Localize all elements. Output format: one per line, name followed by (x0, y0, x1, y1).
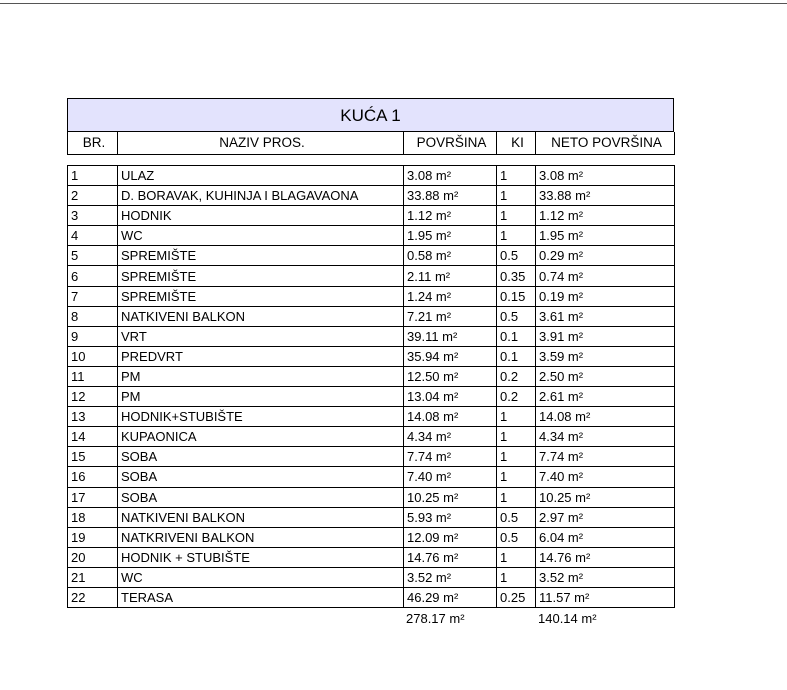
cell-naziv: SOBA (118, 447, 404, 467)
cell-naziv: SOBA (118, 467, 404, 487)
cell-ki: 1 (497, 427, 536, 447)
area-rows-table (67, 165, 675, 608)
cell-povrsina: 1.24 m² (404, 286, 497, 306)
table-row (68, 507, 675, 527)
cell-ki: 1 (497, 226, 536, 246)
cell-povrsina: 46.29 m² (404, 587, 497, 607)
cell-naziv: HODNIK+STUBIŠTE (118, 407, 404, 427)
table-row (68, 246, 675, 266)
cell-povrsina: 10.25 m² (404, 487, 497, 507)
cell-neto: 2.97 m² (536, 507, 675, 527)
cell-povrsina: 2.11 m² (404, 266, 497, 286)
cell-naziv: ULAZ (118, 166, 404, 186)
cell-neto: 6.04 m² (536, 527, 675, 547)
header-neto: NETO POVRŠINA (536, 132, 675, 155)
table-row (68, 547, 675, 567)
cell-br: 21 (68, 567, 118, 587)
cell-br: 7 (68, 286, 118, 306)
cell-neto: 10.25 m² (536, 487, 675, 507)
cell-br: 14 (68, 427, 118, 447)
cell-naziv: SPREMIŠTE (118, 266, 404, 286)
cell-naziv: KUPAONICA (118, 427, 404, 447)
cell-br: 18 (68, 507, 118, 527)
cell-neto: 3.52 m² (536, 567, 675, 587)
cell-naziv: PM (118, 366, 404, 386)
cell-br: 15 (68, 447, 118, 467)
table-row (68, 186, 675, 206)
totals-blank-br (67, 608, 117, 628)
cell-naziv: VRT (118, 326, 404, 346)
cell-br: 5 (68, 246, 118, 266)
cell-naziv: PM (118, 387, 404, 407)
cell-neto: 2.50 m² (536, 366, 675, 386)
cell-ki: 0.2 (497, 387, 536, 407)
cell-br: 17 (68, 487, 118, 507)
cell-br: 4 (68, 226, 118, 246)
table-row (68, 487, 675, 507)
table-row (68, 366, 675, 386)
totals-blank-ki (496, 608, 535, 628)
cell-neto: 14.08 m² (536, 407, 675, 427)
cell-naziv: HODNIK (118, 206, 404, 226)
cell-povrsina: 5.93 m² (404, 507, 497, 527)
top-divider-line (0, 3, 787, 4)
cell-naziv: SOBA (118, 487, 404, 507)
cell-neto: 1.12 m² (536, 206, 675, 226)
cell-br: 10 (68, 346, 118, 366)
cell-ki: 0.2 (497, 366, 536, 386)
cell-ki: 1 (497, 186, 536, 206)
cell-naziv: TERASA (118, 587, 404, 607)
cell-neto: 1.95 m² (536, 226, 675, 246)
cell-naziv: PREDVRT (118, 346, 404, 366)
cell-ki: 1 (497, 467, 536, 487)
cell-ki: 0.5 (497, 527, 536, 547)
cell-ki: 1 (497, 447, 536, 467)
totals-row (67, 608, 674, 628)
cell-ki: 0.25 (497, 587, 536, 607)
table-row (68, 286, 675, 306)
header-naziv: NAZIV PROS. (118, 132, 404, 155)
table-row (68, 447, 675, 467)
cell-povrsina: 3.08 m² (404, 166, 497, 186)
cell-neto: 3.08 m² (536, 166, 675, 186)
table-spacer (67, 155, 674, 165)
table-row (68, 587, 675, 607)
cell-naziv: SPREMIŠTE (118, 286, 404, 306)
table-title: KUĆA 1 (67, 98, 674, 132)
cell-br: 2 (68, 186, 118, 206)
cell-naziv: NATKRIVENI BALKON (118, 527, 404, 547)
cell-neto: 7.40 m² (536, 467, 675, 487)
cell-br: 22 (68, 587, 118, 607)
cell-br: 6 (68, 266, 118, 286)
cell-povrsina: 14.76 m² (404, 547, 497, 567)
cell-ki: 0.35 (497, 266, 536, 286)
cell-naziv: NATKIVENI BALKON (118, 306, 404, 326)
total-neto: 140.14 m² (538, 610, 597, 626)
table-row (68, 326, 675, 346)
cell-neto: 0.19 m² (536, 286, 675, 306)
cell-br: 19 (68, 527, 118, 547)
cell-neto: 0.29 m² (536, 246, 675, 266)
cell-neto: 4.34 m² (536, 427, 675, 447)
table-row (68, 206, 675, 226)
cell-naziv: SPREMIŠTE (118, 246, 404, 266)
cell-br: 8 (68, 306, 118, 326)
table-row (68, 266, 675, 286)
totals-table (67, 608, 674, 628)
cell-naziv: WC (118, 567, 404, 587)
cell-povrsina: 12.50 m² (404, 366, 497, 386)
cell-ki: 1 (497, 206, 536, 226)
cell-povrsina: 7.40 m² (404, 467, 497, 487)
cell-ki: 0.5 (497, 306, 536, 326)
cell-ki: 1 (497, 407, 536, 427)
header-ki: KI (497, 132, 536, 155)
table-row (68, 387, 675, 407)
cell-ki: 0.1 (497, 346, 536, 366)
cell-br: 16 (68, 467, 118, 487)
cell-ki: 1 (497, 567, 536, 587)
cell-povrsina: 39.11 m² (404, 326, 497, 346)
table-row (68, 226, 675, 246)
cell-neto: 2.61 m² (536, 387, 675, 407)
table-row (68, 427, 675, 447)
cell-povrsina: 1.12 m² (404, 206, 497, 226)
table-row (68, 166, 675, 186)
cell-naziv: NATKIVENI BALKON (118, 507, 404, 527)
cell-ki: 0.1 (497, 326, 536, 346)
cell-povrsina: 35.94 m² (404, 346, 497, 366)
cell-povrsina: 4.34 m² (404, 427, 497, 447)
cell-povrsina: 7.74 m² (404, 447, 497, 467)
cell-br: 1 (68, 166, 118, 186)
cell-ki: 0.5 (497, 507, 536, 527)
cell-ki: 1 (497, 547, 536, 567)
cell-neto: 14.76 m² (536, 547, 675, 567)
cell-naziv: HODNIK + STUBIŠTE (118, 547, 404, 567)
table-row (68, 567, 675, 587)
cell-br: 13 (68, 407, 118, 427)
rows-body (68, 166, 675, 608)
cell-povrsina: 7.21 m² (404, 306, 497, 326)
cell-naziv: WC (118, 226, 404, 246)
cell-povrsina: 33.88 m² (404, 186, 497, 206)
cell-ki: 1 (497, 166, 536, 186)
cell-neto: 3.61 m² (536, 306, 675, 326)
table-row (68, 407, 675, 427)
totals-blank-naziv (117, 608, 403, 628)
cell-naziv: D. BORAVAK, KUHINJA I BLAGAVAONA (118, 186, 404, 206)
table-row (68, 527, 675, 547)
table-row (68, 467, 675, 487)
cell-br: 11 (68, 366, 118, 386)
table-row (68, 306, 675, 326)
cell-povrsina: 14.08 m² (404, 407, 497, 427)
cell-br: 12 (68, 387, 118, 407)
cell-br: 20 (68, 547, 118, 567)
cell-povrsina: 1.95 m² (404, 226, 497, 246)
header-povrsina: POVRŠINA (404, 132, 497, 155)
cell-povrsina: 0.58 m² (404, 246, 497, 266)
cell-ki: 0.5 (497, 246, 536, 266)
cell-neto: 3.59 m² (536, 346, 675, 366)
cell-neto: 11.57 m² (536, 587, 675, 607)
cell-povrsina: 13.04 m² (404, 387, 497, 407)
total-povrsina: 278.17 m² (406, 610, 465, 626)
cell-neto: 0.74 m² (536, 266, 675, 286)
cell-br: 3 (68, 206, 118, 226)
cell-ki: 1 (497, 487, 536, 507)
cell-neto: 33.88 m² (536, 186, 675, 206)
cell-br: 9 (68, 326, 118, 346)
area-table-sheet (67, 98, 674, 628)
cell-neto: 3.91 m² (536, 326, 675, 346)
cell-ki: 0.15 (497, 286, 536, 306)
header-row (68, 132, 675, 155)
cell-neto: 7.74 m² (536, 447, 675, 467)
table-row (68, 346, 675, 366)
cell-povrsina: 3.52 m² (404, 567, 497, 587)
header-br: BR. (68, 132, 118, 155)
area-table (67, 132, 675, 155)
cell-povrsina: 12.09 m² (404, 527, 497, 547)
